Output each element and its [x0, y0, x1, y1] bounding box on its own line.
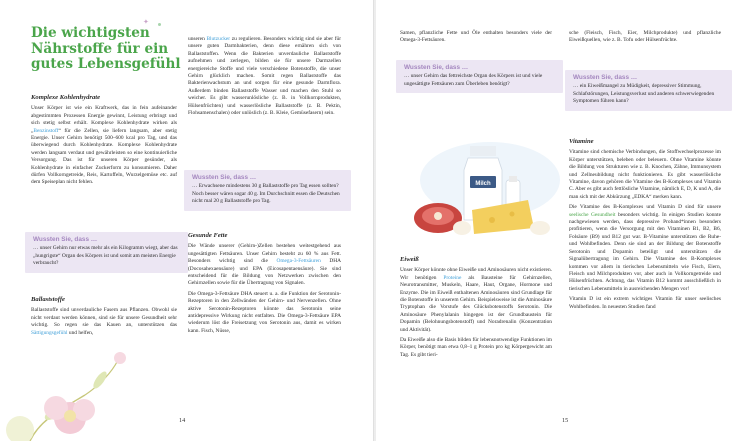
milk-label: Milch [475, 181, 491, 187]
vitamins-paragraph-1: Vitamine sind chemische Verbindungen, die Stoffwechselprozesse im Körper unterstützen, beleben oder beleuern. Ohne Vitamine könnte die Bildung von Strukturen wie z. B. Knochen, Zähne, Immunsystem und Zellneubildung nicht funktionieren. Es gibt wasserlösliche Vitamine, davon gehören die Vitamine des B-Komplexes und Vitamin C. Aber es gibt auch fettlösliche Vitamine, nämlich E, D, K und A, die man sich mit der Abkürzung „EDKA“ merken kann. [569, 149, 721, 200]
fiber-paragraph: Ballaststoffe sind unverdauliche Fasern aus Pflanzen. Obwohl sie nicht verdaut werden können, sind sie für unsere Gesundheit sehr wichtig. So regen sie das Kauen an, unterstützen das Sättigungsgefühl und helfen, [31, 307, 177, 336]
info-box-text: … Erwachsene mindestens 30 g Ballaststoffe pro Tag essen sollten? Noch besser wären sogar 40 g. Im Durchschnitt essen die Deutschen nicht mal 20 g Ballaststoffe pro Tag. [192, 183, 340, 205]
page-number-right: 15 [562, 417, 569, 424]
protein-paragraph-2: Da Eiweiße also die Basis bilden für lebensnotwendige Funktionen im Körper, benötigt man etwa 0,8–1 g Protein pro kg Körpergewicht am Tag. Es gibt tieri- [400, 337, 552, 358]
highlight-blutzucker: Blutzucker [206, 36, 231, 42]
omega-sources-paragraph: Samen, pflanzliche Fette und Öle enthalten besonders viele der Omega-3-Fettsäuren. [400, 30, 552, 44]
fats-paragraph-2: Die Omega-3-Fettsäure DHA steuert u. a. die Funktion der Serotonin-Rezeptoren in den Zellwänden der Gehirn- und Nervenzellen. Ohne aktive Serotonin-Rezeptoren könnte das Serotonin seine antidepressive Wirkung nicht entfalten. Die Omega-3-Fettsäure EPA wiederum löst die Freisetzung von Serotonin aus, damit es wirken kann. Fisch, Nüsse, [188, 290, 341, 334]
highlight-omega3: Omega-3-Fettsäuren [276, 258, 321, 265]
fiber-continued-paragraph: unseren Blutzucker zu regulieren. Besonders wichtig sind sie aber für unsere guten Darmbakterien, denn diese ernähren sich von Ballaststoffen. Wenn die Bakterien unverdauliche Ballaststoffe aufnehmen und zerlegen, bilden sie für unsere Darmzellen energiereiche Stoffe und viele verschiedene Botenstoffe, die unser Gehirn glücklich machen. Somit regen Ballaststoffe das Bakterienwachstum an und sorgen für eine gesunde Darmflora. Außerdem binden Ballaststoffe Wasser und machen den Stuhl so weicher. Es gibt wasserunlösliche (z. B. in Vollkornprodukten, Hülsenfrüchten) und wasserlösliche Ballaststoffe (z. B. Pektin, Flohsamenschalen) oder unlöslich (z. B. Kleie, Gemüsefasern) sein. [188, 36, 341, 117]
right-column-1-protein [400, 250, 552, 362]
protein-sources-paragraph: sche (Fleisch, Fisch, Eier, Milchprodukte) und pflanzliche Eiweißquellen, wie z. B. Tofu oder Hülsenfrüchte. [569, 30, 721, 44]
flower-illustration [0, 350, 150, 441]
highlight-benzinstoff: Benzinstoff [33, 127, 59, 134]
protein-paragraph-1: Unser Körper könnte ohne Eiweiße und Aminosäuren nicht existieren. Wir benötigen Proteine als Bausteine für Gehirnzellen, Neurotransmitter, Muskeln, Haare, Haut, Organe, Hormone und Enzyme. Die im Eiweiß enthaltenen Aminosäuren sind Grundlage für die Botenstoffe in unserem Gehirn. Beispielsweise ist die Aminosäure Tryptophan die Vorstufe des Glücksbotenstoffs Serotonin. Die Aminosäure Phenylalanin hingegen ist der Grundbaustein für Dopamin (Belohnungsbotenstoff) und Noradrenalin (Konzentration und Aktivität). [400, 267, 552, 333]
highlight-proteine: Proteine [443, 274, 462, 281]
heading-protein: Eiweiß [400, 256, 419, 263]
left-column-2-fats [188, 226, 341, 338]
info-box-text: … unser Gehirn das fettreichste Organ des Körpers ist und viele ungesättigte Fettsäuren zum Überleben benötigt? [404, 73, 543, 87]
info-box-text: … ein Eiweißmangel zu Müdigkeit, depressiver Stimmung, Schlafstörungen, Leistungsverlust und anderen schwerwiegenden Symptomen führen kann? [573, 83, 715, 105]
heading-fiber: Ballaststoffe [31, 296, 65, 303]
vitamins-paragraph-2: Die Vitamine des B-Komplexes und Vitamin D sind für unsere seelische Gesundheit besonders wichtig. In einigen Studien konnte nachgewiesen werden, dass depressive Proband*innen besonders profitieren, wenn die Versorgung mit den Vitaminen B1, B2, B6, Folsäure (B9) und B12 gut war. B-Vitamine unterstützen die Ruhe- und Wohlbefinden. Denn sie sind an der Bildung der Botenstoffe Serotonin und Dopamin beteiligt und unterstützen die Signalübertragung im Gehirn. Die Vitamine des B-Komplexes kommen vor allem in tierischen Lebensmitteln wie Fisch, Eiern, Fleisch und Milchprodukten vor, aber auch in Vollkorngetreide und Hülsenfrüchten. Achtung, das Vitamin B12 kommt ausschließlich in tierischen Lebensmitteln in ausreichenden Mengen vor! [569, 204, 721, 292]
highlight-saettigung: Sättigungsgefühl [31, 329, 68, 336]
info-box-fatty-brain [396, 60, 563, 93]
fats-paragraph-1: Die Wände unserer (Gehirn-)Zellen bestehen weitestgehend aus ungesättigten Fettsäuren. Unser Gehirn besteht zu 60 % aus Fett. Besonders wichtig sind die Omega-3-Fettsäuren DHA (Docosahexaensäure) und EPA (Eicosapentaensäure). Sie sind entscheidend für die Bildung von Netzwerken zwischen den Gehirnzellen sowie für die Übertragung von Signalen. [188, 243, 342, 287]
info-box-fiber-amount [184, 170, 351, 211]
left-column-2 [188, 36, 341, 120]
info-box-brain-energy [25, 232, 188, 273]
left-column-1 [31, 88, 177, 190]
info-box-title: Wussten Sie, dass … [192, 174, 257, 181]
right-column-2-vitamins [569, 132, 721, 314]
page-number-left: 14 [179, 417, 186, 424]
info-box-text: … unser Gehirn nur etwas mehr als ein Kilogramm wiegt, aber das „hungrigste“ Organ des Körpers ist und somit am meisten Energie verbraucht? [33, 245, 178, 267]
right-column-1-top [400, 30, 552, 48]
vitamins-paragraph-3: Vitamin D ist ein extrem wichtiges Vitamin für unser seelisches Wohlbefinden. In neuesten Studien fand [569, 296, 721, 310]
page-title: Die wichtigsten Nährstoffe für ein gutes Lebensgefühl [31, 25, 181, 72]
heading-fats: Gesunde Fette [188, 232, 228, 239]
left-column-1-fiber [31, 290, 177, 340]
info-box-title: Wussten Sie, dass … [573, 74, 638, 81]
right-column-2-top [569, 30, 721, 48]
info-box-protein-deficiency [565, 70, 732, 111]
highlight-seelische-gesundheit: seelische Gesundheit [569, 211, 616, 218]
info-box-title: Wussten Sie, dass … [404, 64, 469, 71]
heading-vitamins: Vitamine [569, 138, 594, 145]
right-page [376, 0, 750, 441]
info-box-title: Wussten Sie, dass … [33, 236, 98, 243]
protein-food-illustration [410, 140, 560, 240]
carbs-paragraph: Unser Körper ist wie ein Kraftwerk, das in fein aufeinander abgestimmten Prozessen Energie gewinnt, Leistung erbringt und sich stetig selbst erhält. Komplexe Kohlenhydrate wirken als „Benzinstoff“ für die Zellen, sie liefern langsam, aber stetig Energie. Unser Gehirn benötigt 500–600 kcal pro Tag, und das überwiegend durch Kohlenhydrate. Komplexe Kohlenhydrate werden langsam verdaut und gewährleisten so eine kontinuierliche Versorgung. Das ist für unseren Körper gesünder, als Kohlenhydrate in einfacher Zuckerform zu konsumieren. Daher dürfen Vollkorngetreide, Reis, Kartoffeln, Wurzelgemüse etc. auf dem Speiseplan nicht fehlen. [31, 105, 177, 186]
heading-carbs: Komplexe Kohlenhydrate [31, 94, 101, 101]
sparkle-decoration-icon: ✦ [143, 18, 149, 26]
left-page [0, 0, 374, 441]
